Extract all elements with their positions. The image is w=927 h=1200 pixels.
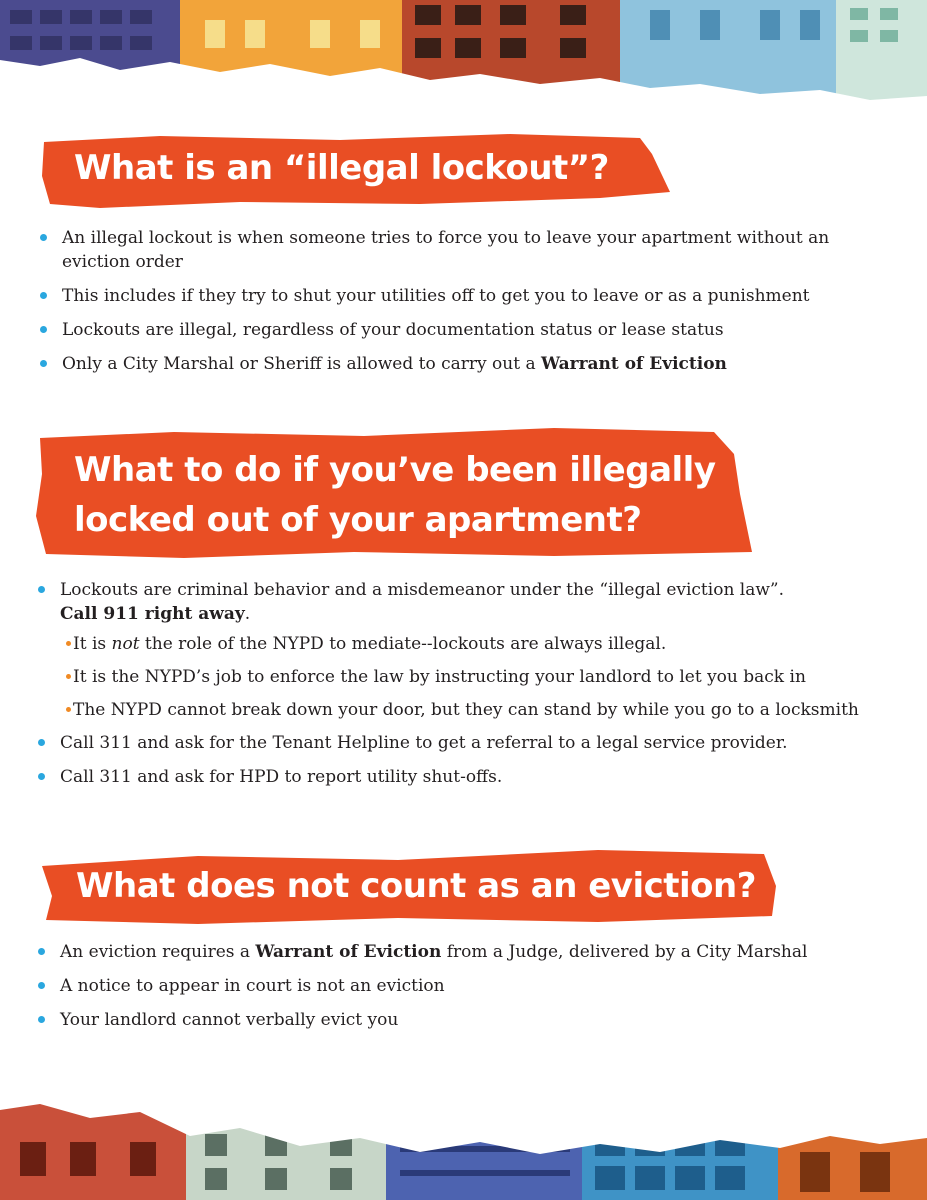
bottom-buildings-banner	[0, 1082, 927, 1200]
sub-list-item: It is not the role of the NYPD to mediate--lockouts are always illegal.	[36, 632, 906, 656]
list-item: Lockouts are criminal behavior and a misdemeanor under the “illegal eviction law”. Call 911 right away.	[36, 578, 906, 626]
top-buildings-banner	[0, 0, 927, 112]
list-item: An eviction requires a Warrant of Eviction from a Judge, delivered by a City Marshal	[36, 940, 906, 964]
section1-heading	[40, 132, 672, 210]
sub-list-item: It is the NYPD’s job to enforce the law by instructing your landlord to let you back in	[36, 665, 906, 689]
list-item: Lockouts are illegal, regardless of your documentation status or lease status	[38, 318, 898, 342]
bullet-icon	[66, 707, 71, 712]
list-item: An illegal lockout is when someone tries to force you to leave your apartment without an eviction order	[38, 226, 898, 274]
bullet-icon	[38, 739, 45, 746]
buildings-illustration-top	[0, 0, 927, 112]
bullet-icon	[38, 586, 45, 593]
bullet-icon	[38, 982, 45, 989]
section2-title-line2: locked out of your apartment?	[74, 500, 642, 540]
bullet-icon	[66, 674, 71, 679]
bullet-icon	[66, 641, 71, 646]
section1-title: What is an “illegal lockout”?	[74, 148, 609, 188]
section3-heading	[38, 846, 778, 926]
bullet-icon	[40, 326, 47, 333]
buildings-illustration-bottom	[0, 1082, 927, 1200]
section3-title: What does not count as an eviction?	[76, 866, 756, 906]
list-item: Call 311 and ask for the Tenant Helpline to get a referral to a legal service provider.	[36, 731, 906, 755]
list-item: Your landlord cannot verbally evict you	[36, 1008, 906, 1032]
section2-heading	[34, 424, 754, 562]
list-item: Call 311 and ask for HPD to report utility shut-offs.	[36, 765, 906, 789]
list-item: This includes if they try to shut your utilities off to get you to leave or as a punishment	[38, 284, 898, 308]
section2-list	[36, 578, 906, 799]
bullet-icon	[40, 360, 47, 367]
bullet-icon	[40, 292, 47, 299]
sub-list-item: The NYPD cannot break down your door, but they can stand by while you go to a locksmith	[36, 698, 906, 722]
bullet-icon	[38, 773, 45, 780]
section1-list	[38, 226, 898, 386]
bullet-icon	[38, 1016, 45, 1023]
bullet-icon	[40, 234, 47, 241]
bullet-icon	[38, 948, 45, 955]
list-item: Only a City Marshal or Sheriff is allowed to carry out a Warrant of Eviction	[38, 352, 898, 376]
list-item: A notice to appear in court is not an eviction	[36, 974, 906, 998]
section3-list	[36, 940, 906, 1042]
section2-title-line1: What to do if you’ve been illegally	[74, 450, 716, 490]
